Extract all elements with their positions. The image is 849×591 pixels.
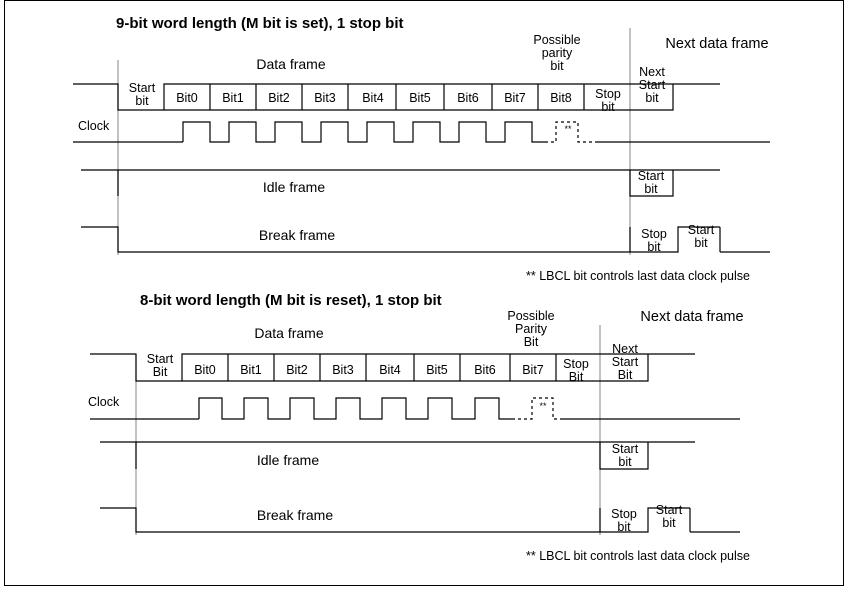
d2-footnote: ** LBCL bit controls last data clock pulse bbox=[526, 549, 750, 563]
d2-bit6: Bit6 bbox=[474, 363, 496, 377]
d2-clock-label: Clock bbox=[88, 395, 120, 409]
d2-bit3: Bit3 bbox=[332, 363, 354, 377]
d1-footnote: ** LBCL bit controls last data clock pulse bbox=[526, 269, 750, 283]
d1-stop-bit-label: Stop bit bbox=[595, 87, 621, 115]
d1-start-bit-label: Start bit bbox=[128, 81, 156, 109]
d1-next-start-bit-label: Next Start bit bbox=[638, 65, 666, 106]
d1-data-frame-label: Data frame bbox=[256, 56, 326, 72]
d2-stop-bit-label: Stop Bit bbox=[563, 357, 589, 385]
d2-bit4: Bit4 bbox=[379, 363, 401, 377]
d1-break-wave bbox=[81, 227, 720, 255]
d1-next-data-frame-label: Next data frame bbox=[665, 36, 769, 52]
d2-data-frame-label: Data frame bbox=[254, 325, 324, 341]
d1-idle-frame-label: Idle frame bbox=[262, 179, 326, 195]
d2-break-stop-bit-label: Stop bit bbox=[611, 507, 637, 535]
d1-bit0: Bit0 bbox=[176, 91, 198, 105]
d1-break-start-bit-label: Start bit bbox=[687, 223, 715, 251]
d1-break-stop-bit-label: Stop bit bbox=[641, 227, 667, 255]
d1-bit8: Bit8 bbox=[550, 91, 572, 105]
d2-idle-start-bit-label: Start bit bbox=[611, 442, 639, 470]
d2-start-bit-label: Start Bit bbox=[146, 352, 174, 380]
d2-bit2: Bit2 bbox=[286, 363, 308, 377]
d2-bit1: Bit1 bbox=[240, 363, 262, 377]
d2-bit7: Bit7 bbox=[522, 363, 544, 377]
d2-break-frame-label: Break frame bbox=[256, 507, 334, 523]
diagram-1-waveforms bbox=[73, 28, 770, 255]
d2-next-start-bit-label: Next Start Bit bbox=[611, 342, 639, 383]
d2-bit0: Bit0 bbox=[194, 363, 216, 377]
d1-possible-parity-label: Possible parity bit bbox=[533, 33, 581, 74]
d2-break-wave bbox=[100, 507, 690, 535]
d2-possible-parity-label: Possible Parity Bit bbox=[507, 309, 555, 350]
d1-bit3: Bit3 bbox=[314, 91, 336, 105]
d1-bit5: Bit5 bbox=[409, 91, 431, 105]
d1-bit2: Bit2 bbox=[268, 91, 290, 105]
d1-bit1: Bit1 bbox=[222, 91, 244, 105]
d2-break-start-bit-label: Start bit bbox=[655, 503, 683, 531]
d1-clock-label: Clock bbox=[78, 119, 110, 133]
d1-bit7: Bit7 bbox=[504, 91, 526, 105]
d1-idle-start-bit-label: Start bit bbox=[637, 169, 665, 197]
d2-idle-wave bbox=[100, 442, 136, 469]
d1-clock-marker: ** bbox=[564, 124, 572, 134]
d1-title: 9-bit word length (M bit is set), 1 stop bit bbox=[116, 15, 404, 32]
d1-idle-wave bbox=[81, 170, 118, 196]
d2-clock-marker: ** bbox=[539, 401, 547, 411]
d2-next-data-frame-label: Next data frame bbox=[640, 309, 744, 325]
d2-bit5: Bit5 bbox=[426, 363, 448, 377]
d1-break-frame-label: Break frame bbox=[258, 227, 336, 243]
d2-idle-frame-label: Idle frame bbox=[256, 452, 320, 468]
d2-title: 8-bit word length (M bit is reset), 1 stop bit bbox=[140, 292, 442, 309]
d1-bit4: Bit4 bbox=[362, 91, 384, 105]
d1-bit6: Bit6 bbox=[457, 91, 479, 105]
